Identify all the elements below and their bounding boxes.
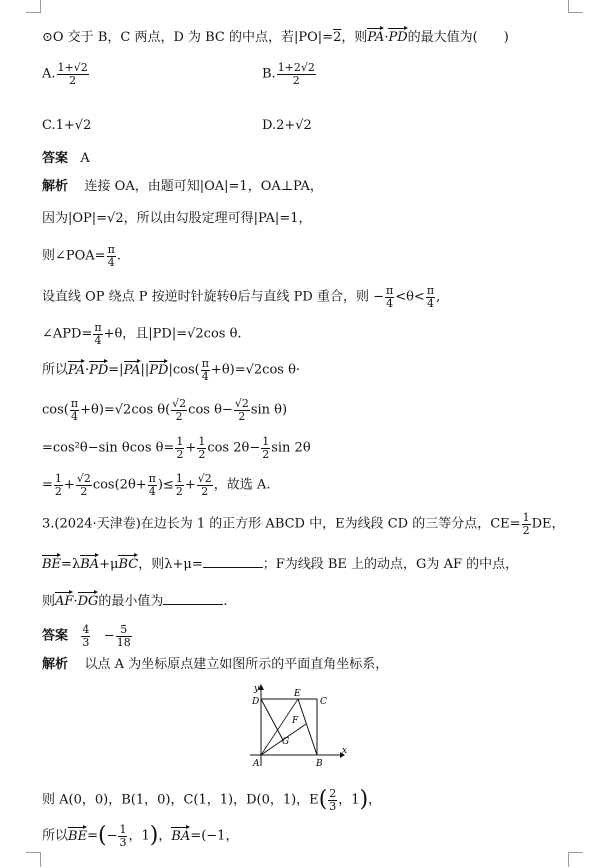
q2-analysis-line-2: 因为|OP|=√2，所以由勾股定理可得|PA|=1， — [42, 211, 312, 226]
label-d: D — [252, 697, 260, 707]
q2-analysis-line-4: 设直线 OP 绕点 P 按逆时针旋转θ后与直线 PD 重合，则 − $\frac{\pi}{4}$ <θ< $\frac{\pi}{4}$ , — [42, 284, 441, 310]
label-x: x — [342, 746, 348, 756]
corner-mark-top-left — [26, 0, 41, 13]
label-a: A — [253, 759, 260, 769]
q2-analysis-line-9: = $\frac{1}{2}$ + $\frac{√2}{2}$ cos(2θ+ $\frac{\pi}{4}$ )≤ $\frac{1}{2}$ + $\frac{√2}{2}$ ，故选 A. — [42, 472, 271, 498]
q3-analysis-line-3: 所以BE=(− $\frac{1}{3}$ ，1)，BA=(−1， — [42, 823, 239, 849]
q3-stem-line-2: BE=λBA+μBC，则λ+μ= ；F为线段 BE 上的动点，G为 AF 的中点， — [42, 557, 519, 572]
label-f: F — [292, 716, 299, 726]
q2-analysis-line-5: ∠APD= $\frac{\pi}{4}$ +θ，且|PD|=√2cos θ. — [42, 321, 242, 347]
answer-blank-2[interactable] — [163, 592, 223, 605]
q2-option-a: A. $\frac{1+√2}{2}$ — [42, 61, 88, 87]
q2-analysis-line-3: 则∠POA= $\frac{\pi}{4}$ . — [42, 243, 121, 269]
q2-analysis-line-6: 所以PA·PD=|PA||PD|cos( $\frac{\pi}{4}$ +θ)=√2cos θ· — [42, 357, 301, 383]
corner-mark-top-right — [568, 0, 583, 13]
q3-analysis-line-2: 则 A(0，0)，B(1，0)，C(1，1)，D(0，1)，E( $\frac{2}{3}$ ，1)， — [42, 787, 382, 813]
q2-option-b: B. $\frac{1+2√2}{2}$ — [262, 61, 315, 87]
q2-analysis-line-7: cos( $\frac{\pi}{4}$ +θ)=√2cos θ( $\frac{√2}{2}$ cos θ− $\frac{√2}{2}$ sin θ) — [42, 397, 288, 423]
label-y: y — [254, 684, 260, 694]
segment-dg — [261, 699, 283, 740]
q2-analysis-line-8: =cos²θ−sin θcos θ= $\frac{1}{2}$ + $\frac{1}{2}$ cos 2θ− $\frac{1}{2}$ sin 2θ — [42, 435, 311, 461]
label-e: E — [294, 689, 301, 699]
q3-stem-line-1: 3.(2024·天津卷)在边长为 1 的正方形 ABCD 中，E为线段 CD 的三等分点，CE= $\frac{1}{2}$ DE， — [42, 511, 565, 537]
q3-stem-line-3: 则AF·DG的最小值为 . — [42, 594, 228, 609]
square-coordinate-figure — [240, 682, 350, 772]
label-b: B — [316, 759, 323, 769]
answer-blank-1[interactable] — [203, 555, 263, 568]
q2-option-d: D.2+√2 — [262, 118, 312, 133]
label-c: C — [320, 697, 327, 707]
corner-mark-bottom-right — [568, 852, 583, 867]
q3-analysis-line-1: 解析 以点 A 为坐标原点建立如图所示的平面直角坐标系， — [42, 657, 389, 672]
label-g: G — [282, 737, 290, 747]
q2-analysis-line-1: 解析 连接 OA，由题可知|OA|=1，OA⊥PA， — [42, 179, 323, 194]
q3-answer: 答案 $\frac{4}{3}$ − $\frac{5}{18}$ — [42, 623, 131, 649]
q2-option-c: C.1+√2 — [42, 118, 92, 133]
corner-mark-bottom-left — [26, 852, 41, 867]
segment-bd-diag — [261, 699, 298, 755]
q2-answer: 答案 A — [42, 151, 90, 166]
q2-stem: ⊙O 交于 B，C 两点，D 为 BC 的中点，若|PO|=2，则PA·PD的最大值为( ) — [42, 30, 509, 45]
